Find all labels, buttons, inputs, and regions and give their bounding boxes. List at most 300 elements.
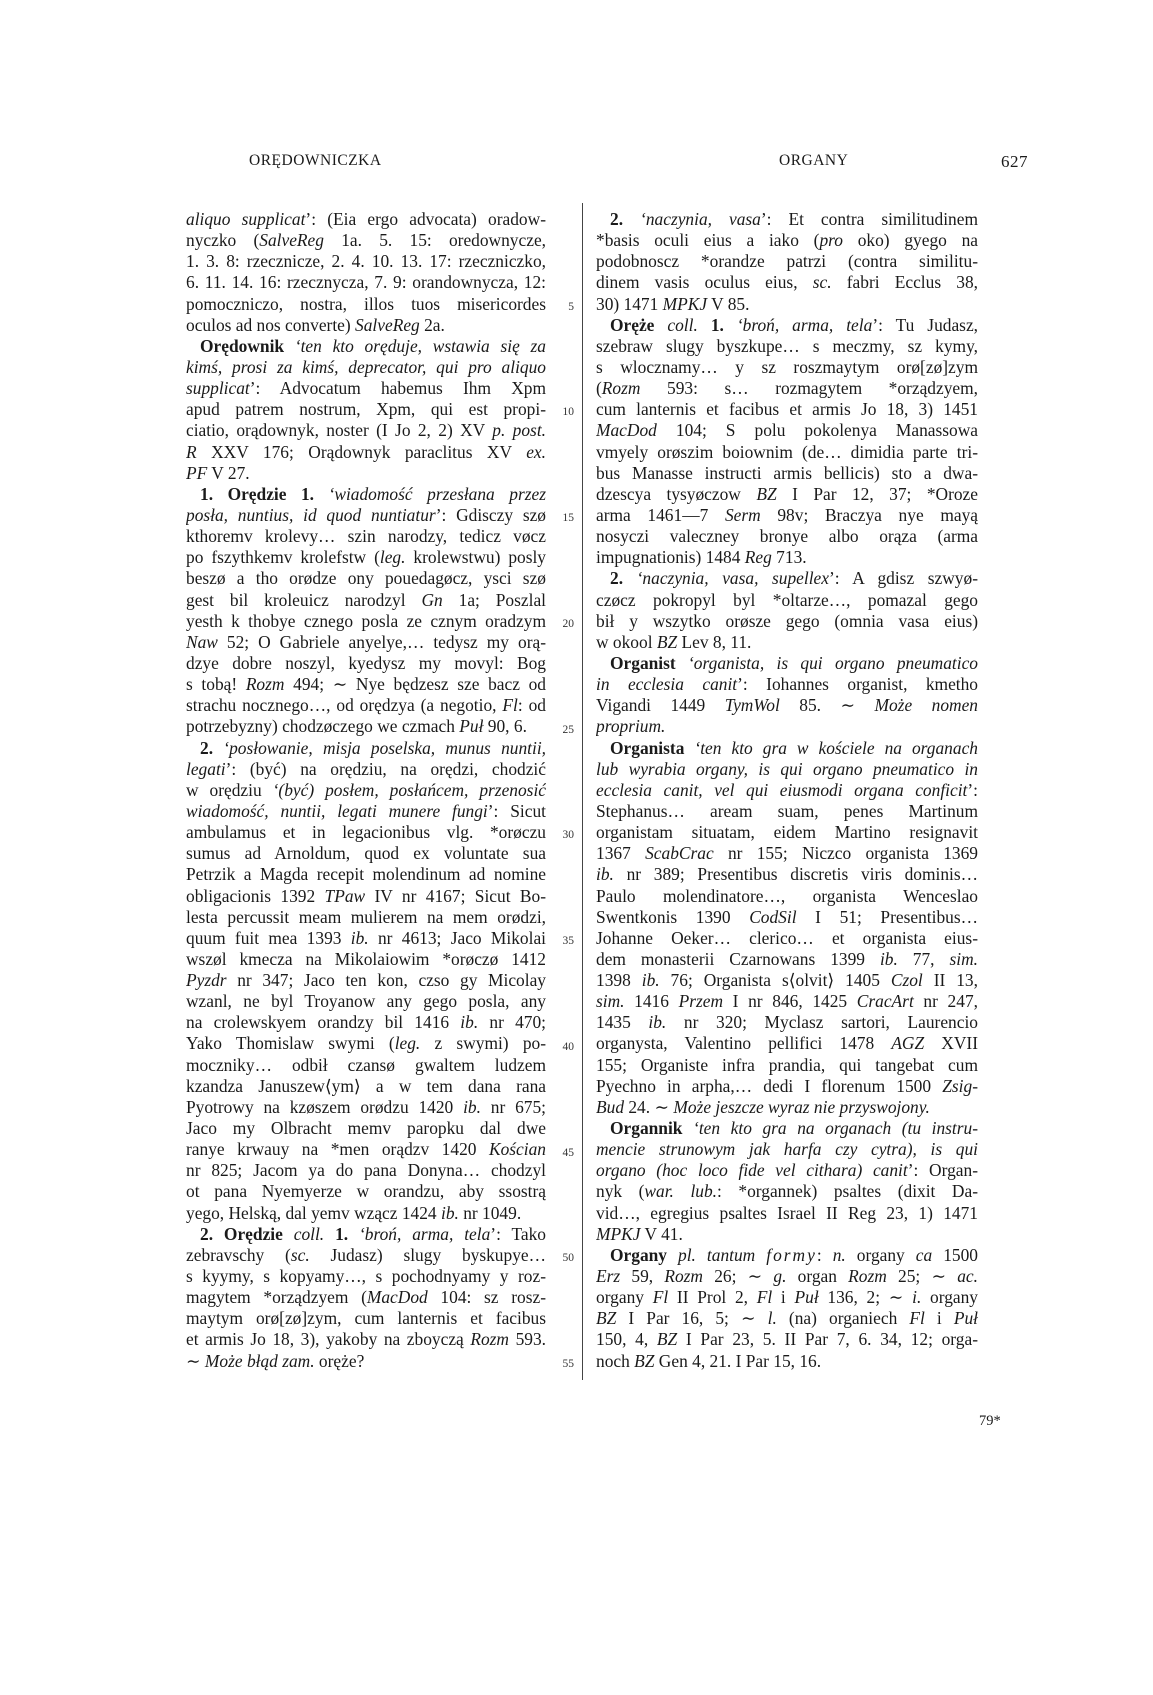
italic-text: ex. [526,441,546,462]
italic-text: MacDod [366,1287,428,1308]
italic-text: ‘ten kto oręduje, wstawia się za [284,335,546,356]
text-run: ’: (Eia ergo advocata) oradow- [305,209,546,229]
headword-bold: 2. Orędzie [200,1223,283,1244]
text-line [596,547,978,568]
text-line [186,716,546,737]
line-number: 55 [562,1358,574,1371]
text-run: 1416 [624,991,679,1012]
text-run: quum fuit mea 1393 [186,927,351,948]
text-line [596,1160,978,1181]
text-run: czøcz pokropyl byl *oltarze…, pomazal gego [596,589,978,610]
italic-text: TPaw [324,885,366,906]
text-run: nyk ( [596,1181,645,1202]
text-line [596,801,978,822]
headword-bold: 2. [200,737,214,758]
text-run: I Par 16, 5; ∼ [616,1308,768,1329]
text-line [186,357,546,378]
italic-text: war. lub. [644,1181,718,1202]
text-run: I Par 12, 37; *Oroze [776,483,978,504]
text-line [186,484,546,505]
italic-text: Rozm [470,1329,509,1350]
text-run: 136, 2; ∼ [818,1287,913,1308]
line-number: 5 [568,300,574,313]
text-run: nr 4613; Jaco Mikolai [368,927,546,948]
text-run: 1a; Poszlal [442,589,546,610]
italic-text: ib. [648,1012,667,1033]
text-run: pomoczniczo, nostra, illos tuos misericordes [186,293,546,314]
italic-text: BZ [656,631,678,652]
text-line [596,399,978,420]
italic-text: Rozm [848,1266,887,1287]
text-line [596,1076,978,1097]
text-run: i [924,1308,954,1329]
text-run: sumus ad Arnoldum, quod ex voluntate sua [186,843,546,864]
text-line [186,336,546,357]
text-run: oko) gyego na [842,230,978,251]
text-run: 104; S polu pokolenya Manassowa [656,420,978,441]
text-line [596,970,978,991]
text-run: Gen 4, 21. I Par 15, 16. [654,1350,822,1371]
text-run: lesta percussit meam mulierem na mem orødzi, [186,906,546,927]
italic-text: ca [915,1244,933,1265]
text-run: ’: Iohannes organist, kmetho [737,674,978,695]
column-divider [582,203,583,1380]
text-run: 1a. 5. 15: oredownycze, [323,230,546,251]
text-run: Petrzik a Magda recepit molendinum ad nomine [186,864,546,885]
text-line [596,1245,978,1266]
text-run: moczniky… odbił czansø gwaltem ludzem [186,1054,546,1075]
text-run: organy [596,1287,653,1308]
text-run: dinem vasis oculus eius, [596,272,813,293]
text-run: dzescya tysyøczow [596,483,757,504]
text-line [186,801,546,822]
text-run: *basis oculi eius a iako ( [596,230,820,251]
text-line [186,399,546,420]
text-run: ’: Gdisczy szø [435,504,546,525]
right-column [596,209,978,1372]
text-line [186,1097,546,1118]
text-line [596,632,978,653]
text-line [596,590,978,611]
italic-text: CracArt [856,991,914,1012]
italic-text: Naw [186,631,218,652]
text-run: apud patrem nostrum, Xpm, qui est propi- [186,399,546,420]
headword-bold: 1. [335,1223,349,1244]
italic-text: SalveReg [355,314,420,335]
italic-text: kimś, prosi za kimś, deprecator, qui pro aliquo [186,356,546,377]
text-run: 713. [771,547,807,568]
text-run: yego, Helską, dal yemv wzącz 1424 [186,1202,441,1223]
text-run: : [816,1244,833,1265]
text-line [186,738,546,759]
italic-text: ib. [460,1012,479,1033]
line-number: 15 [562,512,574,525]
italic-text: ib. [440,1202,459,1223]
text-line [596,1224,978,1245]
headword-bold: Orędownik [200,335,285,356]
italic-text: Bud [596,1096,625,1117]
text-line [186,843,546,864]
italic-text: wiadomość, nuntii, legati munere fungi [186,800,488,821]
text-line [596,336,978,357]
text-run: strachu nocznego…, od orędzya (a negotio, [186,695,503,716]
text-run: s kyymy, s kopyamy…, s pochodnyamy y roz- [186,1266,546,1287]
italic-text: ib. [463,1096,481,1117]
text-line [186,1203,546,1224]
text-line [186,378,546,399]
text-run: organy [845,1244,916,1265]
text-run: 1367 [596,843,646,864]
italic-text: Puł [459,716,484,737]
italic-text: Fl [652,1287,669,1308]
text-run: organistam situatam, eidem Martino resignavit [596,822,978,843]
text-run: Yako Thomislaw swymi ( [186,1033,395,1054]
text-run: ambulamus et in legacionibus vlg. *orøczu [186,822,546,843]
text-line [186,1351,546,1372]
text-line [596,294,978,315]
text-run: oręże? [314,1350,365,1371]
italic-text: ecclesia canit, vel qui eiusmodi organa conficit [596,779,968,800]
italic-text: ‘ten kto gra na organach (tu instru- [682,1118,978,1139]
text-run: organysta, Valentino pellifici 1478 [596,1033,892,1054]
italic-text: Może błąd zam. [204,1350,315,1371]
text-run: Jaco my Olbracht memv paropku dal dwe [186,1118,546,1139]
text-line [596,1118,978,1139]
italic-text: TymWol [724,695,780,716]
text-run: 25; ∼ [886,1266,958,1287]
italic-text: Czol [890,970,923,991]
text-line [186,1181,546,1202]
text-run: Lev 8, 11. [677,631,752,652]
italic-text: Serm [724,504,761,525]
left-column [186,209,546,1372]
text-line [186,611,546,632]
text-run: bus Manasse instructi armis bellicis) sto a dwa- [596,462,978,483]
text-run: 104: sz rosz- [427,1287,546,1308]
text-run: wzanl, ne byl Troyanow any gego posla, any [186,991,546,1012]
text-run: I Par 23, 5. II Par 7, 6. 34, 12; orga- [677,1329,978,1350]
italic-text: supplicat [186,378,250,399]
text-run: Stephanus… aream suam, penes Martinum [596,800,978,821]
italic-text: Pyzdr [186,970,227,991]
italic-text: ‘ten kto gra w kościele na organach [684,737,978,758]
text-run: : *organnek) psaltes (dixit Da- [717,1181,978,1202]
text-line [186,907,546,928]
headword-bold: Organist [610,652,676,673]
text-run: s tobą! [186,674,246,695]
italic-text: ‘organista, is qui organo pneumatico [675,652,978,673]
text-line [186,230,546,251]
text-line [596,1287,978,1308]
text-run: oculos ad nos converte) [186,314,356,335]
text-run: 593. [509,1329,546,1350]
text-run: i [772,1287,795,1308]
headword-bold: 2. [610,209,624,229]
italic-text: Rozm [664,1266,703,1287]
text-run: noch [596,1350,635,1371]
italic-text: AGZ [891,1033,925,1054]
italic-text: ib. [641,970,660,991]
italic-text: MPKJ [662,293,708,314]
text-run: obligacionis 1392 [186,885,325,906]
text-line [596,1308,978,1329]
text-run: ciatio, orądownyk, noster (I Jo 2, 2) XV [186,420,493,441]
italic-text: leg. [379,547,406,568]
text-line [186,949,546,970]
text-run: et armis Jo 18, 3), yakoby na zboyczą [186,1329,471,1350]
italic-text: legati [186,758,226,779]
italic-text: ‘posłowanie, misja poselska, munus nuntii, [213,737,546,758]
text-run: II 13, [922,970,978,991]
text-run: w okool [596,631,657,652]
text-line [596,695,978,716]
text-line [186,1118,546,1139]
italic-text: posła, nuntius, id quod nuntiatur [186,504,436,525]
italic-text: BZ [756,483,777,504]
text-line [186,272,546,293]
text-line [596,738,978,759]
text-run: cum lanternis et facibus et armis Jo 18, 3) 1451 [596,399,978,420]
text-line [596,1055,978,1076]
left-headword: ORĘDOWNICZKA [249,152,382,169]
italic-text: ‘(być) posłem, posłańcem, przenosić [272,779,546,800]
text-line [186,991,546,1012]
italic-text: l. [767,1308,777,1329]
text-line [596,209,978,230]
text-run: 98v; Braczya nye mayą [760,504,978,525]
text-run: wszøl kmecza na Mikolaiowim *orøczø 1412 [186,948,546,969]
text-run: IV nr 4167; Sicut Bo- [365,885,546,906]
italic-text: organo (hoc loco fide vel cithara) canit [596,1160,908,1181]
italic-text: sim. [596,991,625,1012]
italic-text: leg. [394,1033,421,1054]
italic-text: pro [819,230,843,251]
text-line [186,1012,546,1033]
text-line [186,251,546,272]
line-number: 20 [562,617,574,630]
text-line [186,1224,546,1245]
text-run: organ [786,1266,849,1287]
right-headword: ORGANY [779,152,849,169]
italic-text: Rozm [245,674,285,695]
text-run: ’: A gdisz szwyø- [829,568,978,589]
text-line [596,864,978,885]
text-line [186,1287,546,1308]
text-run: V 27. [207,462,250,483]
text-line [186,822,546,843]
italic-text: CodSil [749,906,797,927]
text-run: nr 347; Jaco ten kon, czso gy Micolay [226,970,546,991]
italic-text: ac. [957,1266,978,1287]
italic-text: PF [186,462,208,483]
text-run: 24. ∼ [624,1096,674,1117]
text-run: 76; Organista s⟨olvit⟩ 1405 [659,970,891,991]
text-line [186,209,546,230]
text-line [186,1055,546,1076]
text-run: 85. ∼ [779,695,875,716]
text-line [186,1033,546,1054]
text-run: szebraw slugy byszkupe… s meczmy, sz kymy, [596,335,978,356]
text-run: : od [517,695,546,716]
text-line [186,442,546,463]
text-run: ( [596,378,602,399]
text-run: nr 247, [913,991,978,1012]
text-run: ’: [967,779,978,800]
headword-bold: 2. [610,568,624,589]
italic-text: proprium. [596,716,666,737]
text-line [186,653,546,674]
text-run: Pyechno in arpha,… dedi I florenum 1500 [596,1075,943,1096]
text-run: ot pana Nyemyerze w orandzu, aby ssostrą [186,1181,546,1202]
text-run: XVII [924,1033,978,1054]
text-run: 1435 [596,1012,649,1033]
text-run: bił y wszytko orøsze gego (omnia vasa eius) [596,610,978,631]
italic-text: g. [773,1266,787,1287]
text-line [596,1181,978,1202]
italic-text: aliquo supplicat [186,209,306,229]
text-line [596,780,978,801]
line-number: 35 [562,935,574,948]
italic-text: BZ [656,1329,678,1350]
text-line [186,780,546,801]
text-line [186,759,546,780]
italic-text: Puł [794,1287,819,1308]
italic-text: ‘naczynia, vasa [623,209,761,229]
italic-text: BZ [596,1308,617,1329]
text-line [186,1160,546,1181]
text-run: nr 675; [480,1096,546,1117]
text-run: po fszythkemv krolefstw ( [186,547,380,568]
text-line [186,695,546,716]
text-run: (na) organiech [776,1308,910,1329]
text-line [186,294,546,315]
italic-text: Fl [502,695,518,716]
text-line [186,315,546,336]
text-run: kthoremv krolevy… szin narodzy, tedicz vøcz [186,526,546,547]
printer-signature-mark: 79* [979,1413,1001,1429]
italic-text: coll. [282,1223,336,1244]
italic-text: ib. [596,864,614,885]
italic-text: sc. [290,1244,310,1265]
headword-bold: Organista [610,737,685,758]
text-run: ’: Organ- [907,1160,978,1181]
text-run: 1. 3. 8: rzecznicze, 2. 4. 10. 13. 17: rzeczniczko, [186,251,546,272]
text-run: nr 1049. [458,1202,522,1223]
text-run: 494; ∼ Nye będzesz sze bacz od [284,674,546,695]
text-run: na crolewskyem orandzy bil 1416 [186,1012,461,1033]
text-run: 77, [897,948,950,969]
text-line [596,1203,978,1224]
headword-bold: 1. Orędzie 1. [200,483,315,504]
line-number: 45 [562,1146,574,1159]
text-run: 59, [620,1266,665,1287]
text-run: Pyotrowy na kzøszem orødzu 1420 [186,1096,464,1117]
text-run: nr 389; Presentibus discretis viris dominis… [613,864,978,885]
text-run: kzandza Januszew⟨ym⟩ a w tem dana rana [186,1075,546,1096]
text-line [596,1097,978,1118]
text-line [596,1012,978,1033]
text-run: ’: (być) na orędziu, na orędzi, chodzić [225,758,546,779]
line-number: 25 [562,723,574,736]
text-line [596,272,978,293]
text-run: ’: Et contra similitudinem [760,209,978,229]
text-run: krolewstwu) posly [405,547,546,568]
text-run: Swentkonis 1390 [596,906,750,927]
italic-text: i. [912,1287,922,1308]
italic-text: p. post. [492,420,546,441]
italic-text: ScabCrac [645,843,714,864]
text-line [186,928,546,949]
text-line [596,759,978,780]
text-run: s wlocznamy… y sz roszmaytym orø[zø]zym [596,356,978,377]
italic-text: Erz [596,1266,621,1287]
italic-text: Puł [953,1308,978,1329]
text-run: 52; O Gabriele anyelye,… tedysz my orą- [217,631,546,652]
line-number: 40 [562,1040,574,1053]
line-number: 50 [562,1252,574,1265]
line-number: 30 [562,829,574,842]
text-line [596,526,978,547]
text-run: II Prol 2, [668,1287,757,1308]
italic-text: Zsig- [942,1075,978,1096]
text-line [596,822,978,843]
text-line [186,505,546,526]
text-run: 155; Organiste infra prandia, qui tangebat cum [596,1054,978,1075]
italic-text: MPKJ [596,1223,641,1244]
italic-text: sc. [812,272,832,293]
text-run: dem monasterii Czarnowans 1399 [596,948,880,969]
text-run: 2a. [419,314,445,335]
italic-text: mencie strunowym jak harfa czy cytra), is qui [596,1139,978,1160]
italic-text: sim. [949,948,978,969]
italic-text: Może jeszcze wyraz nie przyswojony. [673,1096,930,1117]
text-run: magytem *orządzyem ( [186,1287,367,1308]
text-line [596,1329,978,1350]
text-run: w orędziu [186,779,273,800]
text-line [186,1245,546,1266]
text-line [186,1266,546,1287]
text-line [596,420,978,441]
text-line [596,357,978,378]
text-line [596,230,978,251]
text-line [596,991,978,1012]
italic-text: Przem [678,991,724,1012]
text-run: maytym orø[zø]zym, cum lanternis et facibus [186,1308,546,1329]
text-run: gest bil kroleuicz narodzyl [186,589,422,610]
headword-bold: Organnik [610,1118,683,1139]
italic-text: Gn [421,589,443,610]
text-run: z swymi) po- [420,1033,546,1054]
text-line [596,843,978,864]
text-line [186,590,546,611]
text-line [596,886,978,907]
text-run: I 51; Presentibus… [796,906,978,927]
text-run: organy [921,1287,978,1308]
italic-text: ib. [350,927,369,948]
text-line [596,1033,978,1054]
text-line [596,928,978,949]
text-run: nr 155; Niczco organista 1369 [713,843,978,864]
text-run: ’: Tu Judasz, [872,314,978,335]
text-line [596,378,978,399]
text-run: vmyely orøszim boiownim (de… dimidia parte tri- [596,441,978,462]
headword-bold: 1. [710,314,724,335]
text-line [186,568,546,589]
text-run: XXV 176; Orądownyk paraclitus XV [196,441,527,462]
line-number: 10 [562,406,574,419]
italic-text: BZ [634,1350,655,1371]
text-run: Judasz) slugy byskupye… [309,1244,546,1265]
